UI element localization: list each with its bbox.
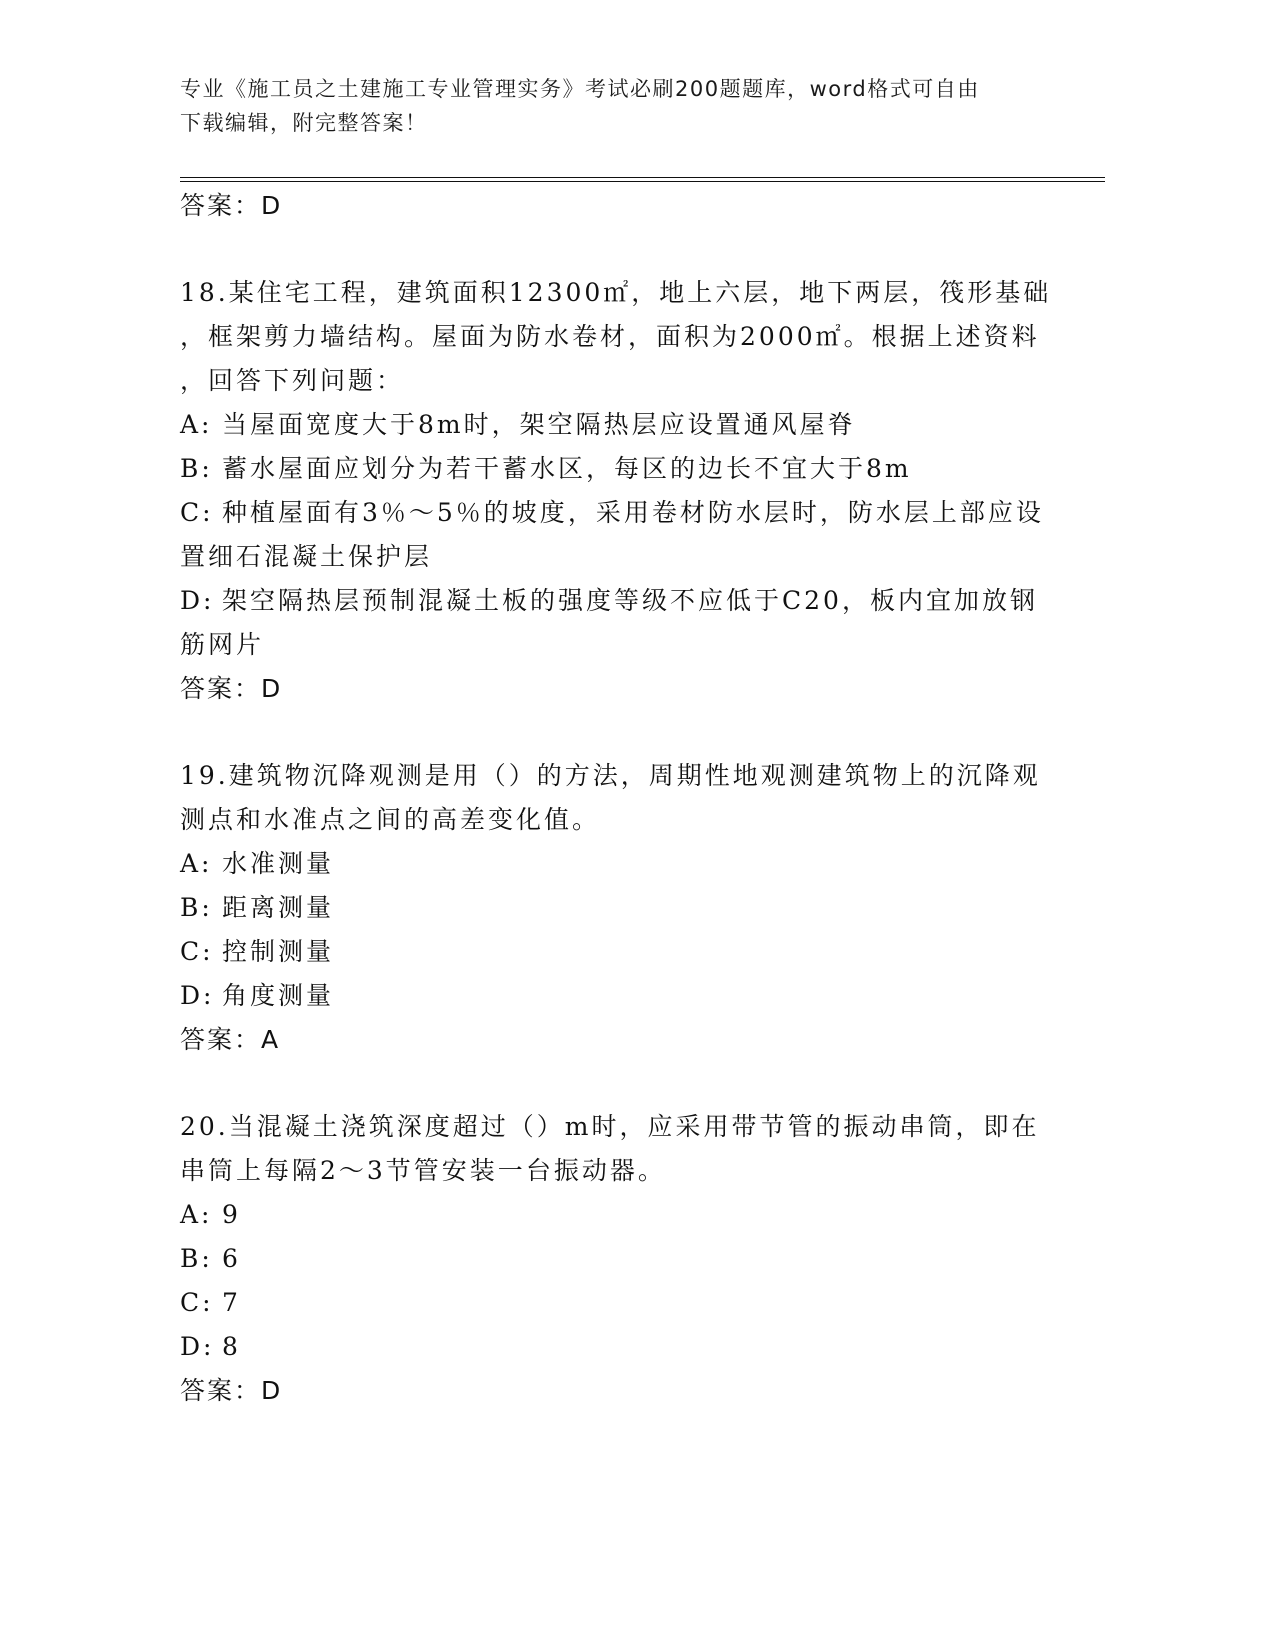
- option-b: [180, 886, 1060, 930]
- answer-19: 答案：A: [180, 1025, 281, 1054]
- spacer: [180, 1062, 1060, 1105]
- option-label: A:: [180, 849, 213, 878]
- header-line-1: 专业《施工员之土建施工专业管理实务》考试必刷200题题库，word格式可自由: [180, 77, 980, 101]
- option-text: 水准测量: [222, 849, 335, 878]
- header-divider: [180, 177, 1105, 182]
- answer-20: 答案：D: [180, 1376, 283, 1405]
- option-text: 架空隔热层预制混凝土板的强度等级不应低于C20，板内宜加放钢: [222, 586, 1038, 615]
- option-b: [180, 1237, 1060, 1281]
- option-label: B:: [180, 454, 213, 483]
- option-b: [180, 447, 1060, 491]
- option-label: C:: [180, 498, 214, 527]
- option-c: [180, 1281, 1060, 1325]
- question-18: [180, 271, 1060, 711]
- option-a: [180, 842, 1060, 886]
- option-d: [180, 974, 1060, 1018]
- question-stem-line: 18.某住宅工程，建筑面积12300㎡，地上六层，地下两层，筏形基础: [180, 278, 1052, 307]
- question-stem-line: 串筒上每隔2～3节管安装一台振动器。: [180, 1156, 666, 1185]
- option-text: 9: [222, 1200, 241, 1229]
- option-c: [180, 930, 1060, 974]
- option-label: D:: [180, 586, 215, 615]
- question-stem-line: 20.当混凝土浇筑深度超过（）m时，应采用带节管的振动串筒，即在: [180, 1112, 1040, 1141]
- page-header: [180, 72, 1080, 140]
- option-d: [180, 1325, 1060, 1369]
- option-text: 8: [222, 1332, 241, 1361]
- option-label: B:: [180, 1244, 213, 1273]
- previous-answer: 答案：D: [180, 191, 283, 220]
- option-label: A:: [180, 1200, 213, 1229]
- option-text: 7: [222, 1288, 241, 1317]
- option-label: D:: [180, 1332, 215, 1361]
- question-19: [180, 754, 1060, 1062]
- option-a: [180, 403, 1060, 447]
- option-text: 当屋面宽度大于8m时，架空隔热层应设置通风屋脊: [222, 410, 856, 439]
- spacer: [180, 711, 1060, 754]
- option-text: 控制测量: [222, 937, 335, 966]
- question-20: [180, 1105, 1060, 1413]
- header-line-2: 下载编辑，附完整答案！: [180, 111, 428, 135]
- option-text: 角度测量: [222, 981, 335, 1010]
- option-label: C:: [180, 937, 214, 966]
- question-stem-line: 测点和水准点之间的高差变化值。: [180, 805, 601, 834]
- option-label: C:: [180, 1288, 214, 1317]
- option-label: D:: [180, 981, 215, 1010]
- option-label: A:: [180, 410, 213, 439]
- spacer: [180, 228, 1060, 271]
- option-text: 蓄水屋面应划分为若干蓄水区，每区的边长不宜大于8m: [222, 454, 912, 483]
- option-label: B:: [180, 893, 213, 922]
- option-d-continuation: 筋网片: [180, 630, 265, 659]
- question-stem-line: ，框架剪力墙结构。屋面为防水卷材，面积为2000㎡。根据上述资料: [180, 322, 1040, 351]
- option-d: [180, 579, 1060, 623]
- option-a: [180, 1193, 1060, 1237]
- question-stem-line: 19.建筑物沉降观测是用（）的方法，周期性地观测建筑物上的沉降观: [180, 761, 1041, 790]
- option-text: 6: [222, 1244, 241, 1273]
- answer-18: 答案：D: [180, 674, 283, 703]
- document-body: [180, 184, 1060, 1413]
- question-stem-line: ，回答下列问题：: [180, 366, 405, 395]
- option-c: [180, 491, 1060, 535]
- option-c-continuation: 置细石混凝土保护层: [180, 542, 433, 571]
- option-text: 距离测量: [222, 893, 335, 922]
- option-text: 种植屋面有3％～5％的坡度，采用卷材防水层时，防水层上部应设: [222, 498, 1044, 527]
